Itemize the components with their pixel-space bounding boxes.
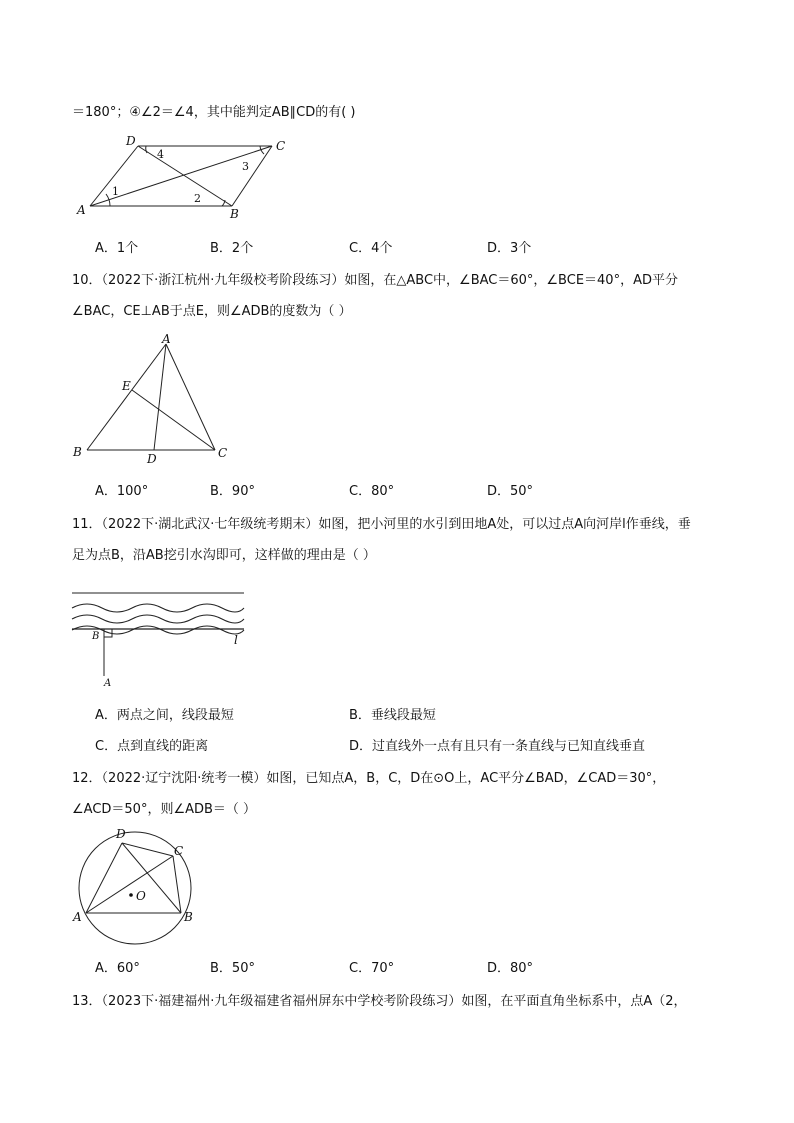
q10-stem-line2: ∠BAC，CE⊥AB于点E，则∠ADB的度数为（ ）: [72, 304, 352, 319]
q12-center-O: O: [136, 889, 146, 903]
q9-point-B: B: [230, 207, 239, 221]
q12-point-C: C: [174, 844, 184, 858]
q11-line-l: l: [234, 633, 238, 647]
q10-option-c[interactable]: C．80°: [349, 484, 395, 499]
q9-point-D: D: [126, 134, 136, 148]
q12-option-c[interactable]: C．70°: [349, 961, 395, 976]
q9-angle-1: 1: [112, 185, 119, 198]
q11-river-figure: [70, 588, 250, 688]
q9-parallelogram-figure: [72, 132, 302, 222]
q9-option-c[interactable]: C．4个: [349, 241, 393, 256]
q11-stem-line1: 11．（2022下·湖北武汉·七年级统考期末）如图，把小河里的水引到田地A处，可以过点A向河岸l作垂线，垂: [72, 517, 691, 532]
q10-point-E: E: [122, 379, 131, 393]
q12-stem-line2: ∠ACD＝50°，则∠ADB＝（ ）: [72, 802, 257, 817]
q10-point-B: B: [73, 445, 82, 459]
q12-point-A: A: [73, 910, 82, 924]
q11-option-d[interactable]: D．过直线外一点有且只有一条直线与已知直线垂直: [349, 739, 646, 754]
q13-stem-line1: 13．（2023下·福建福州·九年级福建省福州屏东中学校考阶段练习）如图，在平面直角坐标系中，点A（2，: [72, 994, 687, 1009]
q9-option-d[interactable]: D．3个: [487, 241, 532, 256]
q12-circle-figure: [70, 826, 210, 951]
q10-option-d[interactable]: D．50°: [487, 484, 534, 499]
q9-option-a[interactable]: A．1个: [95, 241, 139, 256]
q11-stem-line2: 足为点B，沿AB挖引水沟即可，这样做的理由是（ ）: [72, 548, 376, 563]
q10-point-D: D: [147, 452, 157, 464]
q9-angle-4: 4: [157, 148, 164, 161]
q11-option-a[interactable]: A．两点之间，线段最短: [95, 708, 234, 723]
q11-option-b[interactable]: B．垂线段最短: [349, 708, 436, 723]
q10-option-b[interactable]: B．90°: [210, 484, 255, 499]
q12-option-b[interactable]: B．50°: [210, 961, 255, 976]
q12-option-d[interactable]: D．80°: [487, 961, 534, 976]
q9-point-C: C: [276, 139, 286, 153]
q10-option-a[interactable]: A．100°: [95, 484, 149, 499]
q9-angle-2: 2: [194, 192, 201, 205]
q10-point-C: C: [218, 446, 228, 460]
q9-stem-tail: ＝180°；④∠2＝∠4，其中能判定AB∥CD的有( ): [72, 105, 356, 120]
q11-option-c[interactable]: C．点到直线的距离: [95, 739, 209, 754]
q12-option-a[interactable]: A．60°: [95, 961, 140, 976]
q10-triangle-figure: [70, 334, 240, 464]
q12-point-D: D: [116, 827, 126, 841]
q9-angle-3: 3: [242, 160, 249, 173]
q9-point-A: A: [77, 203, 86, 217]
q10-point-A: A: [162, 334, 171, 346]
q12-point-B: B: [184, 910, 193, 924]
q11-point-A: A: [104, 678, 112, 688]
q11-point-B: B: [92, 631, 100, 642]
q9-option-b[interactable]: B．2个: [210, 241, 254, 256]
q10-stem-line1: 10．（2022下·浙江杭州·九年级校考阶段练习）如图，在△ABC中，∠BAC＝60°，∠BCE＝40°，AD平分: [72, 273, 678, 288]
q12-stem-line1: 12．（2022·辽宁沈阳·统考一模）如图，已知点A，B，C，D在⊙O上，AC平分∠BAD，∠CAD＝30°，: [72, 771, 666, 786]
